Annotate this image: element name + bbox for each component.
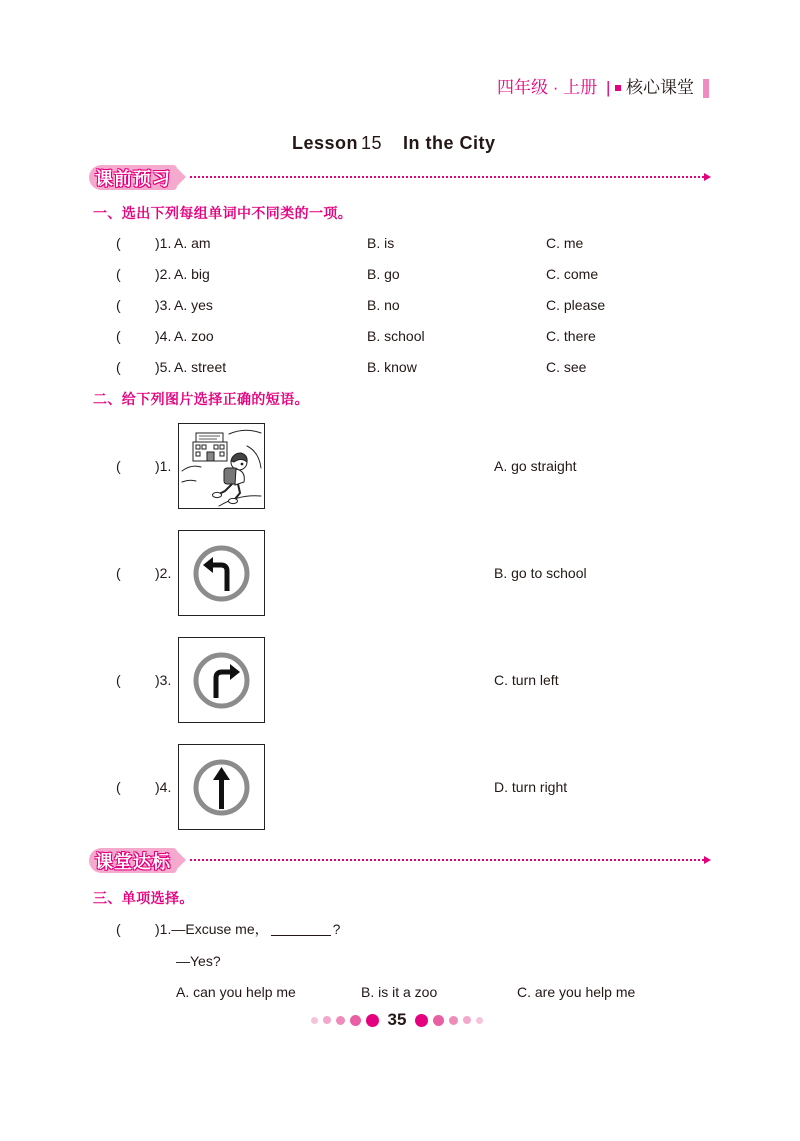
option-c: C. there <box>546 328 596 344</box>
answer-blank-open: ( <box>116 297 121 313</box>
option-c: C. me <box>546 235 584 251</box>
option-b: B. is it a zoo <box>361 984 438 1000</box>
question-number <box>155 564 171 582</box>
option-b: B. school <box>367 328 425 344</box>
part3-heading: 三、单项选择。 <box>93 890 194 906</box>
question-index: 5. <box>159 359 172 375</box>
question-index: 4. <box>159 779 172 795</box>
question-index: 1. <box>159 921 172 937</box>
choice-options-row <box>0 983 800 1001</box>
part1-heading: 一、选出下列每组单词中不同类的一项。 <box>93 205 353 221</box>
part2-heading: 二、给下列图片选择正确的短语。 <box>93 391 309 407</box>
fill-in-blank-line <box>271 921 331 936</box>
answer-blank-open: ( <box>116 779 121 795</box>
picture-question-row <box>0 457 800 475</box>
option-b: B. no <box>367 297 400 313</box>
header-square-icon <box>615 85 621 91</box>
go-straight-sign-icon <box>179 745 264 829</box>
picture-box <box>178 637 265 723</box>
question-row <box>0 296 800 314</box>
option-a: A. zoo <box>174 328 214 344</box>
picture-box <box>178 530 265 616</box>
option-b: B. is <box>367 235 395 251</box>
question-number <box>155 296 171 314</box>
picture-box <box>178 423 265 509</box>
section-divider <box>190 176 704 178</box>
question-row <box>0 265 800 283</box>
answer-blank-close: ) <box>155 779 160 795</box>
answer-blank-close: ) <box>155 235 160 251</box>
header-accent-bar <box>703 79 709 98</box>
answer-blank-open: ( <box>116 565 121 581</box>
footer-dot-icon <box>350 1015 361 1026</box>
answer-blank-close: ) <box>155 565 160 581</box>
question-number <box>155 457 171 475</box>
multiple-choice-question <box>0 920 800 938</box>
answer-blank-close: ) <box>155 266 160 282</box>
question-prompt: —Excuse me， <box>171 921 269 937</box>
option-a: A. big <box>174 266 210 282</box>
picture-question-row <box>0 564 800 582</box>
question-row <box>0 234 800 252</box>
answer-blank-close: ) <box>155 359 160 375</box>
phrase-option: A. go straight <box>494 458 577 474</box>
picture-question-row <box>0 778 800 796</box>
footer-dot-icon <box>366 1014 379 1027</box>
question-prompt-end: ? <box>332 921 341 937</box>
answer-blank-open: ( <box>116 458 121 474</box>
footer-dot-icon <box>336 1016 345 1025</box>
dialogue-reply-row <box>0 952 800 970</box>
section-banner-practice <box>89 848 177 873</box>
question-number <box>155 265 171 283</box>
footer-dot-icon <box>311 1017 318 1024</box>
divider-arrow-icon <box>704 173 711 181</box>
header-separator: | <box>606 78 611 97</box>
option-a: A. am <box>174 235 211 251</box>
question-row <box>0 358 800 376</box>
answer-blank-open: ( <box>116 359 121 375</box>
option-a: A. yes <box>174 297 213 313</box>
question-text <box>155 920 340 938</box>
footer-dot-icon <box>463 1016 471 1024</box>
question-number <box>155 327 171 345</box>
footer-dot-icon <box>449 1016 458 1025</box>
option-c: C. see <box>546 359 587 375</box>
dialogue-reply: —Yes? <box>176 953 221 969</box>
option-b: B. know <box>367 359 417 375</box>
question-row <box>0 327 800 345</box>
turn-right-sign-icon <box>179 638 264 722</box>
question-number <box>155 358 171 376</box>
option-c: C. come <box>546 266 599 282</box>
phrase-option: B. go to school <box>494 565 587 581</box>
section-banner-label: 课堂达标 <box>95 851 171 873</box>
question-number <box>155 778 171 796</box>
question-index: 3. <box>159 672 172 688</box>
divider-arrow-icon <box>704 856 711 864</box>
lesson-title: In the City <box>403 133 496 153</box>
answer-blank-close: ) <box>155 458 160 474</box>
page-number: 35 <box>387 1010 407 1029</box>
lesson-word: Lesson <box>292 133 359 153</box>
phrase-option: D. turn right <box>494 779 568 795</box>
question-index: 2. <box>159 266 172 282</box>
question-index: 2. <box>159 565 172 581</box>
footer-dot-icon <box>476 1017 483 1024</box>
option-c: C. please <box>546 297 606 313</box>
header-grade: 四年级 · 上册 <box>497 78 598 97</box>
answer-blank-open: ( <box>116 328 121 344</box>
option-a: A. street <box>174 359 227 375</box>
question-number <box>155 671 171 689</box>
section-banner-label: 课前预习 <box>95 168 171 190</box>
question-index: 1. <box>159 458 172 474</box>
picture-question-row <box>0 671 800 689</box>
question-number <box>155 234 171 252</box>
picture-box <box>178 744 265 830</box>
section-divider <box>190 859 704 861</box>
footer-dot-icon <box>415 1014 428 1027</box>
answer-blank-close: ) <box>155 672 160 688</box>
turn-left-sign-icon <box>179 531 264 615</box>
answer-blank-close: ) <box>155 921 160 937</box>
option-b: B. go <box>367 266 400 282</box>
section-banner-preview <box>89 165 177 190</box>
lesson-number: 15 <box>361 133 383 153</box>
answer-blank-open: ( <box>116 921 121 937</box>
answer-blank-open: ( <box>116 266 121 282</box>
answer-blank-open: ( <box>116 672 121 688</box>
phrase-option: C. turn left <box>494 672 559 688</box>
question-index: 4. <box>159 328 172 344</box>
footer-dot-icon <box>433 1015 444 1026</box>
question-index: 1. <box>159 235 172 251</box>
option-c: C. are you help me <box>517 984 636 1000</box>
page-footer <box>0 1010 794 1030</box>
answer-blank-close: ) <box>155 328 160 344</box>
answer-blank-open: ( <box>116 235 121 251</box>
footer-dot-icon <box>323 1016 331 1024</box>
option-a: A. can you help me <box>176 984 296 1000</box>
walking-to-school-illustration <box>179 424 264 508</box>
header-section-title: 核心课堂 <box>626 78 694 97</box>
question-index: 3. <box>159 297 172 313</box>
answer-blank-close: ) <box>155 297 160 313</box>
